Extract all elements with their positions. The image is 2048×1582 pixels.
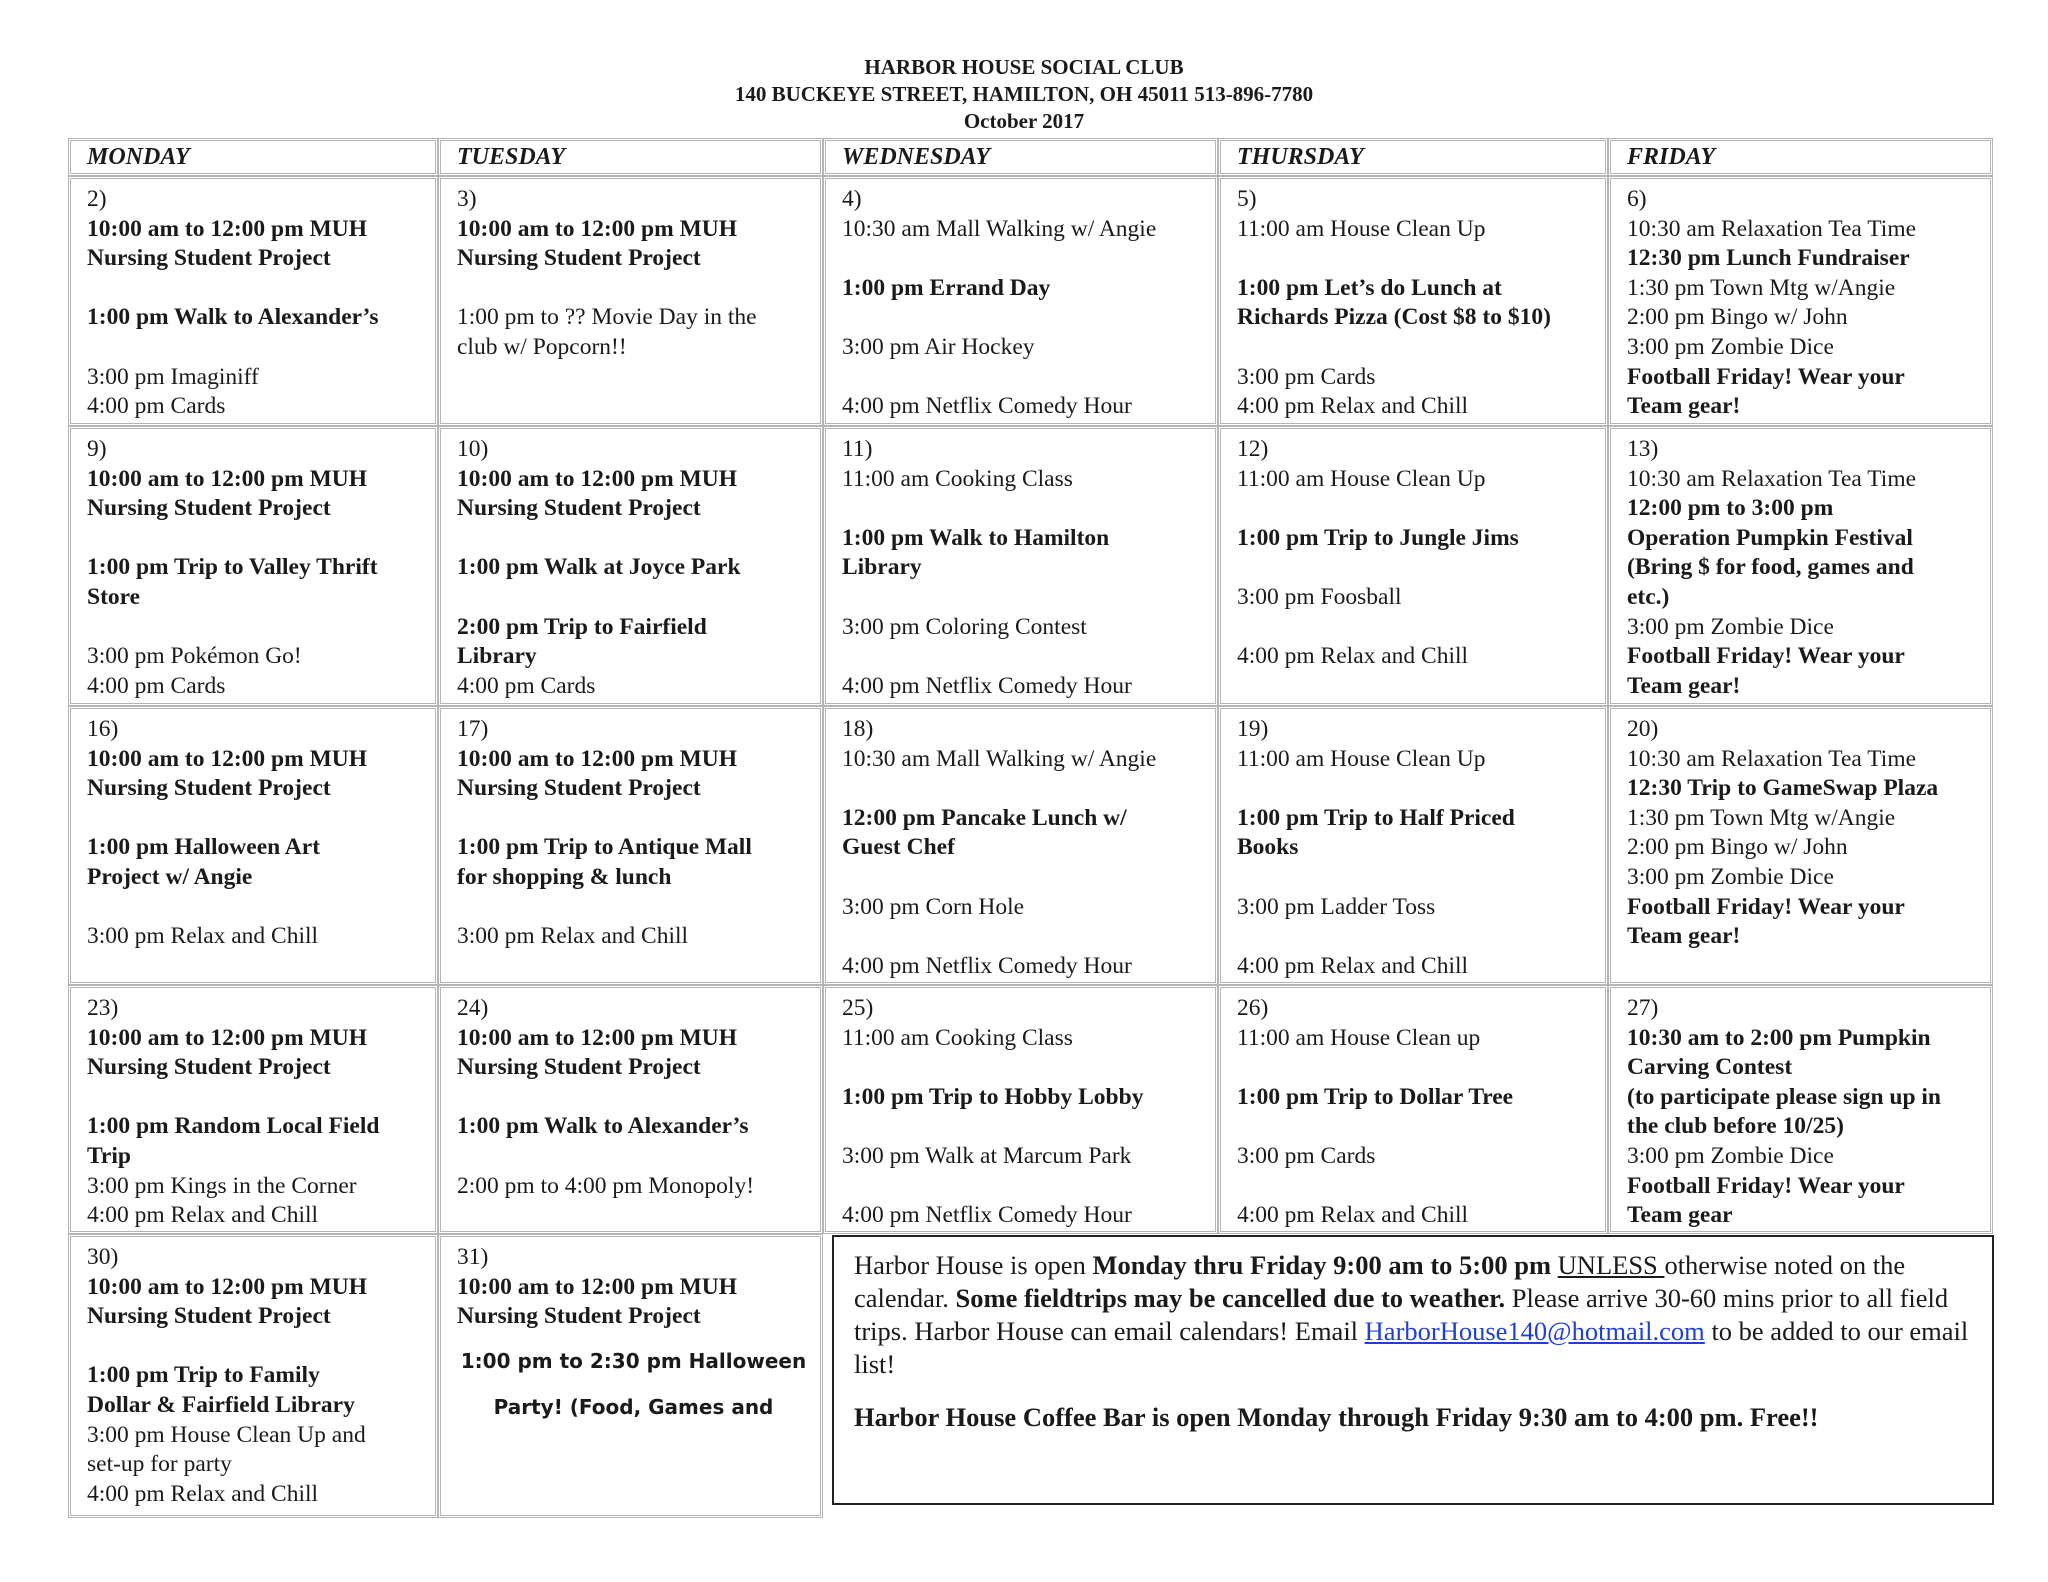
- event-line: Football Friday! Wear your: [1627, 893, 1905, 920]
- event-line: [457, 1142, 810, 1172]
- event-line: 10:00 am to 12:00 pm MUH: [457, 215, 738, 242]
- event-line: 10:00 am to 12:00 pm MUH: [87, 1024, 368, 1051]
- event-line: 4:00 pm Netflix Comedy Hour: [842, 393, 1132, 420]
- day-number: 26): [1237, 995, 1269, 1021]
- event-line: 1:00 pm Trip to Valley Thrift: [87, 554, 378, 581]
- day-number: 18): [842, 716, 874, 742]
- event-line: 10:00 am to 12:00 pm MUH: [457, 1024, 738, 1051]
- day-cell: [823, 176, 1218, 426]
- event-line: [457, 274, 810, 304]
- event-line: 10:30 am Mall Walking w/ Angie: [842, 745, 1157, 772]
- event-line: Carving Contest: [1627, 1054, 1793, 1081]
- event-line: Library: [842, 554, 922, 581]
- event-line: 3:00 pm Foosball: [1237, 583, 1402, 610]
- event-line: [842, 863, 1205, 893]
- event-line: Nursing Student Project: [457, 1303, 701, 1330]
- day-cell: [1218, 706, 1608, 985]
- event-line: Books: [1237, 834, 1299, 861]
- event-line: 4:00 pm Cards: [457, 672, 596, 699]
- day-number: 24): [457, 995, 489, 1021]
- event-line: [1237, 1053, 1595, 1083]
- event-line: [842, 1053, 1205, 1083]
- day-cell: [438, 706, 823, 985]
- event-line: 10:00 am to 12:00 pm MUH: [457, 745, 738, 772]
- event-line: 2:00 pm Bingo w/ John: [1627, 834, 1848, 861]
- event-line: 3:00 pm House Clean Up and: [87, 1421, 366, 1448]
- event-line: set-up for party: [87, 1451, 232, 1478]
- event-line: Operation Pumpkin Festival: [1627, 524, 1913, 551]
- event-line: 4:00 pm Relax and Chill: [1237, 393, 1469, 420]
- event-line: 4:00 pm Relax and Chill: [1237, 1202, 1469, 1229]
- day-number: 17): [457, 716, 489, 742]
- event-line: 1:00 pm Let’s do Lunch at: [1237, 274, 1502, 301]
- event-line: 3:00 pm Coloring Contest: [842, 613, 1087, 640]
- event-line: Football Friday! Wear your: [1627, 363, 1905, 390]
- event-line: [87, 333, 425, 363]
- event-line: [1237, 863, 1595, 893]
- event-line: [87, 1332, 425, 1362]
- day-number: 16): [87, 716, 119, 742]
- event-line: [87, 893, 425, 923]
- event-line: 12:00 pm Pancake Lunch w/: [842, 804, 1127, 831]
- event-line: Team gear: [1627, 1202, 1733, 1229]
- event-line: club w/ Popcorn!!: [457, 333, 627, 360]
- event-line: 10:30 am Relaxation Tea Time: [1627, 745, 1917, 772]
- event-line: Football Friday! Wear your: [1627, 643, 1905, 670]
- event-line: [457, 804, 810, 834]
- event-line: 3:00 pm Relax and Chill: [457, 923, 689, 950]
- day-number: 5): [1237, 186, 1257, 212]
- event-line: [1237, 922, 1595, 952]
- day-number: 30): [87, 1244, 119, 1270]
- event-line: 3:00 pm Air Hockey: [842, 333, 1035, 360]
- event-line: 11:00 am Cooking Class: [842, 1024, 1073, 1051]
- event-line: 1:00 pm Trip to Hobby Lobby: [842, 1083, 1144, 1110]
- event-line: [1237, 494, 1595, 524]
- event-line: 12:30 pm Lunch Fundraiser: [1627, 245, 1910, 272]
- event-line: 4:00 pm Netflix Comedy Hour: [842, 952, 1132, 979]
- event-line: 1:00 pm Halloween Art: [87, 834, 321, 861]
- event-line: 10:30 am Relaxation Tea Time: [1627, 215, 1917, 242]
- event-line: 2:00 pm to 4:00 pm Monopoly!: [457, 1172, 755, 1199]
- notice-hours: Harbor House is open Monday thru Friday 9:00 am to 5:00 pm UNLESS otherwise noted on the calendar. Some fieldtrips may be cancelled due to weather. Please arrive 30-60 mins prior to all field trips. Harbor House can email calendars! Email HarborHouse140@hotmail.com to be added to our email list!: [854, 1250, 1969, 1379]
- event-line: [842, 363, 1205, 393]
- day-cell: [68, 426, 438, 706]
- day-cell: [1218, 985, 1608, 1234]
- event-line: 10:30 am Relaxation Tea Time: [1627, 465, 1917, 492]
- event-line: [1237, 1112, 1595, 1142]
- event-line: [457, 1083, 810, 1113]
- event-line: 3:00 pm Relax and Chill: [87, 923, 319, 950]
- event-line: 1:30 pm Town Mtg w/Angie: [1627, 274, 1896, 301]
- day-number: 2): [87, 186, 107, 212]
- event-line: 3:00 pm Zombie Dice: [1627, 1142, 1834, 1169]
- event-line: Nursing Student Project: [457, 1054, 701, 1081]
- event-line: 1:00 pm Walk to Alexander’s: [87, 304, 379, 331]
- day-number: 10): [457, 436, 489, 462]
- event-line: etc.): [1627, 583, 1670, 610]
- day-cell: [68, 985, 438, 1234]
- event-line: 3:00 pm Cards: [1237, 1142, 1376, 1169]
- notice-coffee-bar: Harbor House Coffee Bar is open Monday through Friday 9:30 am to 4:00 pm. Free!!: [854, 1402, 1819, 1432]
- event-line: [842, 583, 1205, 613]
- event-line: 1:00 pm Errand Day: [842, 274, 1051, 301]
- event-line: 3:00 pm Corn Hole: [842, 893, 1025, 920]
- event-line: [842, 1172, 1205, 1202]
- event-line: 11:00 am House Clean Up: [1237, 465, 1486, 492]
- event-line: [842, 244, 1205, 274]
- day-cell: [1608, 176, 1993, 426]
- event-line: [842, 303, 1205, 333]
- event-line: 3:00 pm Kings in the Corner: [87, 1172, 357, 1199]
- event-line: [842, 922, 1205, 952]
- event-line: [87, 524, 425, 554]
- day-cell: [68, 1234, 438, 1518]
- event-line: [457, 583, 810, 613]
- event-line: 1:00 pm Trip to Half Priced: [1237, 804, 1515, 831]
- day-header-friday: FRIDAY: [1608, 138, 1993, 176]
- day-cell: [823, 985, 1218, 1234]
- event-line: Nursing Student Project: [87, 245, 331, 272]
- day-number: 31): [457, 1244, 489, 1270]
- event-line: (to participate please sign up in: [1627, 1083, 1942, 1110]
- event-line: [1237, 1172, 1595, 1202]
- event-line: 4:00 pm Relax and Chill: [87, 1202, 319, 1229]
- event-line: 12:00 pm to 3:00 pm: [1627, 495, 1834, 522]
- day-cell: [1218, 426, 1608, 706]
- day-header-thursday: THURSDAY: [1218, 138, 1608, 176]
- event-line: 3:00 pm Cards: [1237, 363, 1376, 390]
- event-line: 11:00 am House Clean Up: [1237, 215, 1486, 242]
- event-line: Nursing Student Project: [87, 495, 331, 522]
- day-header-wednesday: WEDNESDAY: [823, 138, 1218, 176]
- club-name: HARBOR HOUSE SOCIAL CLUB: [864, 55, 1184, 79]
- event-line: (Bring $ for food, games and: [1627, 554, 1914, 581]
- event-line: 4:00 pm Cards: [87, 393, 226, 420]
- event-line: 11:00 am House Clean Up: [1237, 745, 1486, 772]
- event-line: 10:00 am to 12:00 pm MUH: [87, 465, 368, 492]
- event-line: 2:00 pm Bingo w/ John: [1627, 304, 1848, 331]
- event-line: Trip: [87, 1142, 131, 1169]
- event-line: 3:00 pm Imaginiff: [87, 363, 259, 390]
- day-cell: [1608, 985, 1993, 1234]
- event-line: 4:00 pm Relax and Chill: [87, 1480, 319, 1507]
- event-line: [457, 524, 810, 554]
- event-line: 3:00 pm Walk at Marcum Park: [842, 1142, 1132, 1169]
- day-cell: [438, 426, 823, 706]
- event-line: 1:00 pm Walk at Joyce Park: [457, 554, 741, 581]
- event-line: 1:00 pm Trip to Jungle Jims: [1237, 524, 1519, 551]
- event-line: 4:00 pm Relax and Chill: [1237, 952, 1469, 979]
- event-line: Nursing Student Project: [457, 495, 701, 522]
- event-line: 1:00 pm Trip to Dollar Tree: [1237, 1083, 1514, 1110]
- event-line: [1237, 333, 1595, 363]
- email-link[interactable]: HarborHouse140@hotmail.com: [1364, 1316, 1705, 1346]
- day-number: 4): [842, 186, 862, 212]
- day-cell: [1608, 706, 1993, 985]
- event-line: 1:00 pm Trip to Antique Mall: [457, 834, 752, 861]
- day-cell: [823, 426, 1218, 706]
- event-line: [842, 774, 1205, 804]
- event-line: [457, 893, 810, 923]
- event-line: 4:00 pm Netflix Comedy Hour: [842, 672, 1132, 699]
- event-line: Guest Chef: [842, 834, 955, 861]
- event-line: Nursing Student Project: [457, 245, 701, 272]
- event-line: 4:00 pm Netflix Comedy Hour: [842, 1202, 1132, 1229]
- day-number: 27): [1627, 995, 1659, 1021]
- event-line: Nursing Student Project: [87, 1054, 331, 1081]
- day-cell: [1608, 426, 1993, 706]
- event-line: 3:00 pm Zombie Dice: [1627, 863, 1834, 890]
- day-cell: [1218, 176, 1608, 426]
- event-line: 3:00 pm Zombie Dice: [1627, 333, 1834, 360]
- event-line: 11:00 am House Clean up: [1237, 1024, 1481, 1051]
- day-cell: [68, 706, 438, 985]
- event-line: 1:30 pm Town Mtg w/Angie: [1627, 804, 1896, 831]
- day-number: 9): [87, 436, 107, 462]
- event-line: Dollar & Fairfield Library: [87, 1391, 355, 1418]
- event-line: [1237, 774, 1595, 804]
- event-line: 10:00 am to 12:00 pm MUH: [457, 465, 738, 492]
- event-line: Team gear!: [1627, 393, 1741, 420]
- event-line: 1:00 pm Random Local Field: [87, 1113, 380, 1140]
- event-line: 2:00 pm Trip to Fairfield: [457, 613, 707, 640]
- event-line: [842, 494, 1205, 524]
- event-line: [842, 642, 1205, 672]
- day-number: 20): [1627, 716, 1659, 742]
- event-line: 3:00 pm Pokémon Go!: [87, 643, 302, 670]
- event-line: [1237, 244, 1595, 274]
- event-line: Nursing Student Project: [457, 775, 701, 802]
- event-line: 1:00 pm Walk to Hamilton: [842, 524, 1110, 551]
- event-line: [1237, 553, 1595, 583]
- day-number: 13): [1627, 436, 1659, 462]
- day-cell: [438, 176, 823, 426]
- event-line: 10:00 am to 12:00 pm MUH: [457, 1273, 738, 1300]
- event-line: [87, 1083, 425, 1113]
- event-line: 3:00 pm Ladder Toss: [1237, 893, 1436, 920]
- event-line: Library: [457, 643, 537, 670]
- event-line: 10:00 am to 12:00 pm MUH: [87, 215, 368, 242]
- event-line: [87, 804, 425, 834]
- day-header-tuesday: TUESDAY: [438, 138, 823, 176]
- event-line: for shopping & lunch: [457, 863, 672, 890]
- event-line: [842, 1112, 1205, 1142]
- event-line: [87, 613, 425, 643]
- day-number: 6): [1627, 186, 1647, 212]
- day-cell: [438, 985, 823, 1234]
- event-line: [87, 274, 425, 304]
- event-line: 10:00 am to 12:00 pm MUH: [87, 745, 368, 772]
- event-line: 10:30 am to 2:00 pm Pumpkin: [1627, 1024, 1931, 1051]
- event-line: 1:00 pm Trip to Family: [87, 1362, 320, 1389]
- calendar-month: October 2017: [963, 109, 1085, 133]
- event-line: 1:00 pm Walk to Alexander’s: [457, 1113, 749, 1140]
- day-number: 23): [87, 995, 119, 1021]
- day-number: 12): [1237, 436, 1269, 462]
- event-line: [1237, 613, 1595, 643]
- event-line: 1:00 pm to ?? Movie Day in the: [457, 304, 757, 331]
- event-line: 11:00 am Cooking Class: [842, 465, 1073, 492]
- day-number: 11): [842, 436, 873, 462]
- calendar-header: [0, 54, 2048, 135]
- day-header-monday: MONDAY: [68, 138, 438, 176]
- event-line: Project w/ Angie: [87, 863, 253, 890]
- event-line: Team gear!: [1627, 923, 1741, 950]
- event-line: Store: [87, 583, 141, 610]
- day-number: 3): [457, 186, 477, 212]
- event-line: the club before 10/25): [1627, 1113, 1844, 1140]
- event-line: Team gear!: [1627, 672, 1741, 699]
- event-line: 10:30 am Mall Walking w/ Angie: [842, 215, 1157, 242]
- event-line: 4:00 pm Cards: [87, 672, 226, 699]
- event-line: 3:00 pm Zombie Dice: [1627, 613, 1834, 640]
- event-line: Football Friday! Wear your: [1627, 1172, 1905, 1199]
- event-line: 4:00 pm Relax and Chill: [1237, 643, 1469, 670]
- day-cell: [438, 1234, 823, 1518]
- halloween-party-event: 1:00 pm to 2:30 pm Halloween Party! (Food, Games and: [460, 1348, 807, 1419]
- day-cell: [823, 706, 1218, 985]
- day-number: 19): [1237, 716, 1269, 742]
- club-address: 140 BUCKEYE STREET, HAMILTON, OH 45011 513-896-7780: [734, 82, 1314, 106]
- event-line: 12:30 Trip to GameSwap Plaza: [1627, 775, 1939, 802]
- day-number: 25): [842, 995, 874, 1021]
- event-line: Nursing Student Project: [87, 1303, 331, 1330]
- notice-box: [832, 1235, 1994, 1505]
- day-cell: [68, 176, 438, 426]
- event-line: Nursing Student Project: [87, 775, 331, 802]
- event-line: Richards Pizza (Cost $8 to $10): [1237, 304, 1551, 331]
- event-line: 10:00 am to 12:00 pm MUH: [87, 1273, 368, 1300]
